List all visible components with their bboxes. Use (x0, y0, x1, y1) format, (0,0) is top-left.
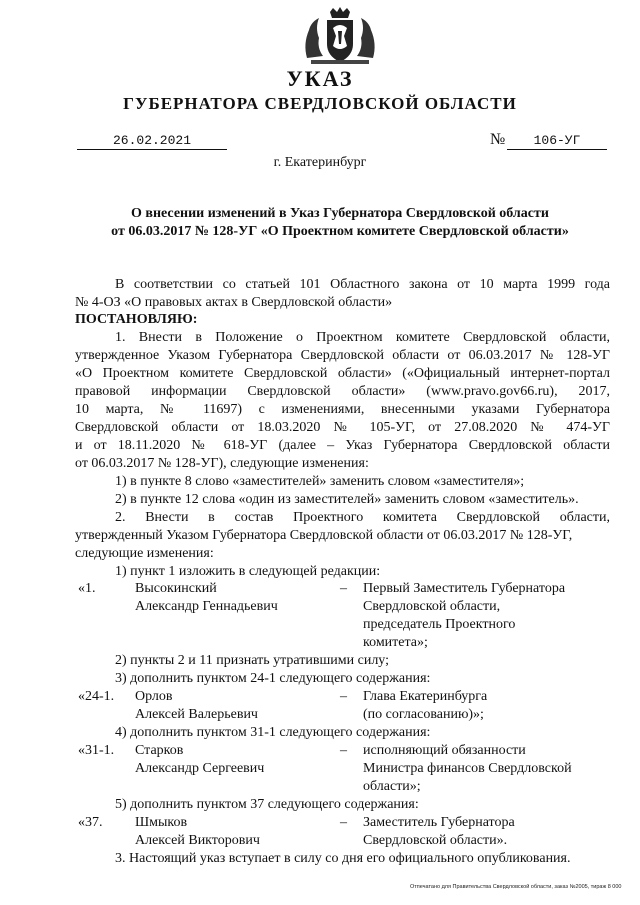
document-subtitle: ГУБЕРНАТОРА СВЕРДЛОВСКОЙ ОБЛАСТИ (123, 94, 517, 113)
entry-number: «1. (78, 581, 96, 596)
entry-surname: Старков (135, 743, 184, 758)
entry-role: Свердловской области, (363, 599, 501, 614)
p1-line: от 06.03.2017 № 128-УГ), следующие изменения: (75, 456, 369, 471)
p2-line: следующие изменения: (75, 546, 214, 561)
p2-item-5: 5) дополнить пунктом 37 следующего содержания: (115, 797, 419, 812)
coat-of-arms-emblem (297, 6, 383, 66)
subject-line-1: О внесении изменений в Указ Губернатора Свердловской области (131, 206, 549, 221)
entry-role: (по согласованию)»; (363, 707, 484, 722)
intro-line-1: В соответствии со статьей 101 Областного закона от 10 марта 1999 года (115, 277, 610, 292)
p2-item-2: 2) пункты 2 и 11 признать утратившими силу; (115, 653, 390, 668)
subject-line-2: от 06.03.2017 № 128-УГ «О Проектном комитете Свердловской области» (111, 224, 569, 239)
entry-given-name: Александр Геннадьевич (135, 599, 278, 614)
p1-line: и от 18.11.2020 № 618-УГ (далее – Указ Губернатора Свердловской области (75, 438, 610, 453)
p2-item-4: 4) дополнить пунктом 31-1 следующего содержания: (115, 725, 431, 740)
city: г. Екатеринбург (273, 155, 367, 170)
p2-item-3: 3) дополнить пунктом 24-1 следующего содержания: (115, 671, 431, 686)
entry-dash: – (340, 581, 347, 596)
intro-line-2: № 4-ОЗ «О правовых актах в Свердловской области» (75, 295, 393, 310)
p1-item-2: 2) в пункте 12 слова «один из заместителей» заменить словом «заместитель». (115, 492, 579, 507)
entry-dash: – (340, 689, 347, 704)
entry-role: Свердловской области». (363, 833, 508, 848)
entry-role: Глава Екатеринбурга (363, 689, 488, 704)
entry-surname: Орлов (135, 689, 173, 704)
entry-role: Министра финансов Свердловской (363, 761, 572, 776)
entry-given-name: Алексей Валерьевич (135, 707, 258, 722)
entry-dash: – (340, 743, 347, 758)
p1-line: «О Проектном комитете Свердловской области» («Официальный интернет-портал (75, 366, 610, 381)
decree-date: 26.02.2021 (77, 133, 227, 150)
entry-number: «31-1. (78, 743, 115, 758)
entry-role: председатель Проектного (363, 617, 516, 632)
p1-line: правовой информации Свердловской области» (www.pravo.gov66.ru), 2017, (75, 384, 610, 399)
entry-role: исполняющий обязанности (363, 743, 526, 758)
entry-given-name: Александр Сергеевич (135, 761, 265, 776)
p1-line: 10 марта, № 11697) с изменениями, внесенными указами Губернатора (75, 402, 610, 417)
entry-number: «37. (78, 815, 103, 830)
entry-dash: – (340, 815, 347, 830)
coat-of-arms-icon (297, 6, 383, 66)
p3-line: 3. Настоящий указ вступает в силу со дня его официального опубликования. (115, 851, 571, 866)
p1-line: 1. Внести в Положение о Проектном комитете Свердловской области, (115, 330, 610, 345)
p2-line: 2. Внести в состав Проектного комитета Свердловской области, (115, 510, 610, 525)
p2-item-1: 1) пункт 1 изложить в следующей редакции: (115, 564, 381, 579)
print-note: Отпечатано для Правительства Свердловской области, заказ №2005, тираж 8 000 (410, 884, 622, 890)
p2-line: утвержденный Указом Губернатора Свердловской области от 06.03.2017 № 128-УГ, (75, 528, 573, 543)
p1-line: утвержденное Указом Губернатора Свердловской области от 06.03.2017 № 128-УГ (75, 348, 610, 363)
entry-number: «24-1. (78, 689, 115, 704)
entry-role: Заместитель Губернатора (363, 815, 515, 830)
document-title: УКАЗ (286, 66, 354, 91)
decree-number-label: № (490, 131, 506, 148)
p1-line: Свердловской области от 18.03.2020 № 105-УГ, от 27.08.2020 № 474-УГ (75, 420, 610, 435)
entry-role: области»; (363, 779, 421, 794)
entry-given-name: Алексей Викторович (135, 833, 260, 848)
decree-number: 106-УГ (507, 133, 607, 150)
entry-role: комитета»; (363, 635, 428, 650)
p1-item-1: 1) в пункте 8 слово «заместителей» заменить словом «заместителя»; (115, 474, 525, 489)
entry-surname: Шмыков (135, 815, 188, 830)
entry-surname: Высокинский (135, 581, 217, 596)
decree-word: ПОСТАНОВЛЯЮ: (75, 312, 198, 327)
entry-role: Первый Заместитель Губернатора (363, 581, 566, 596)
